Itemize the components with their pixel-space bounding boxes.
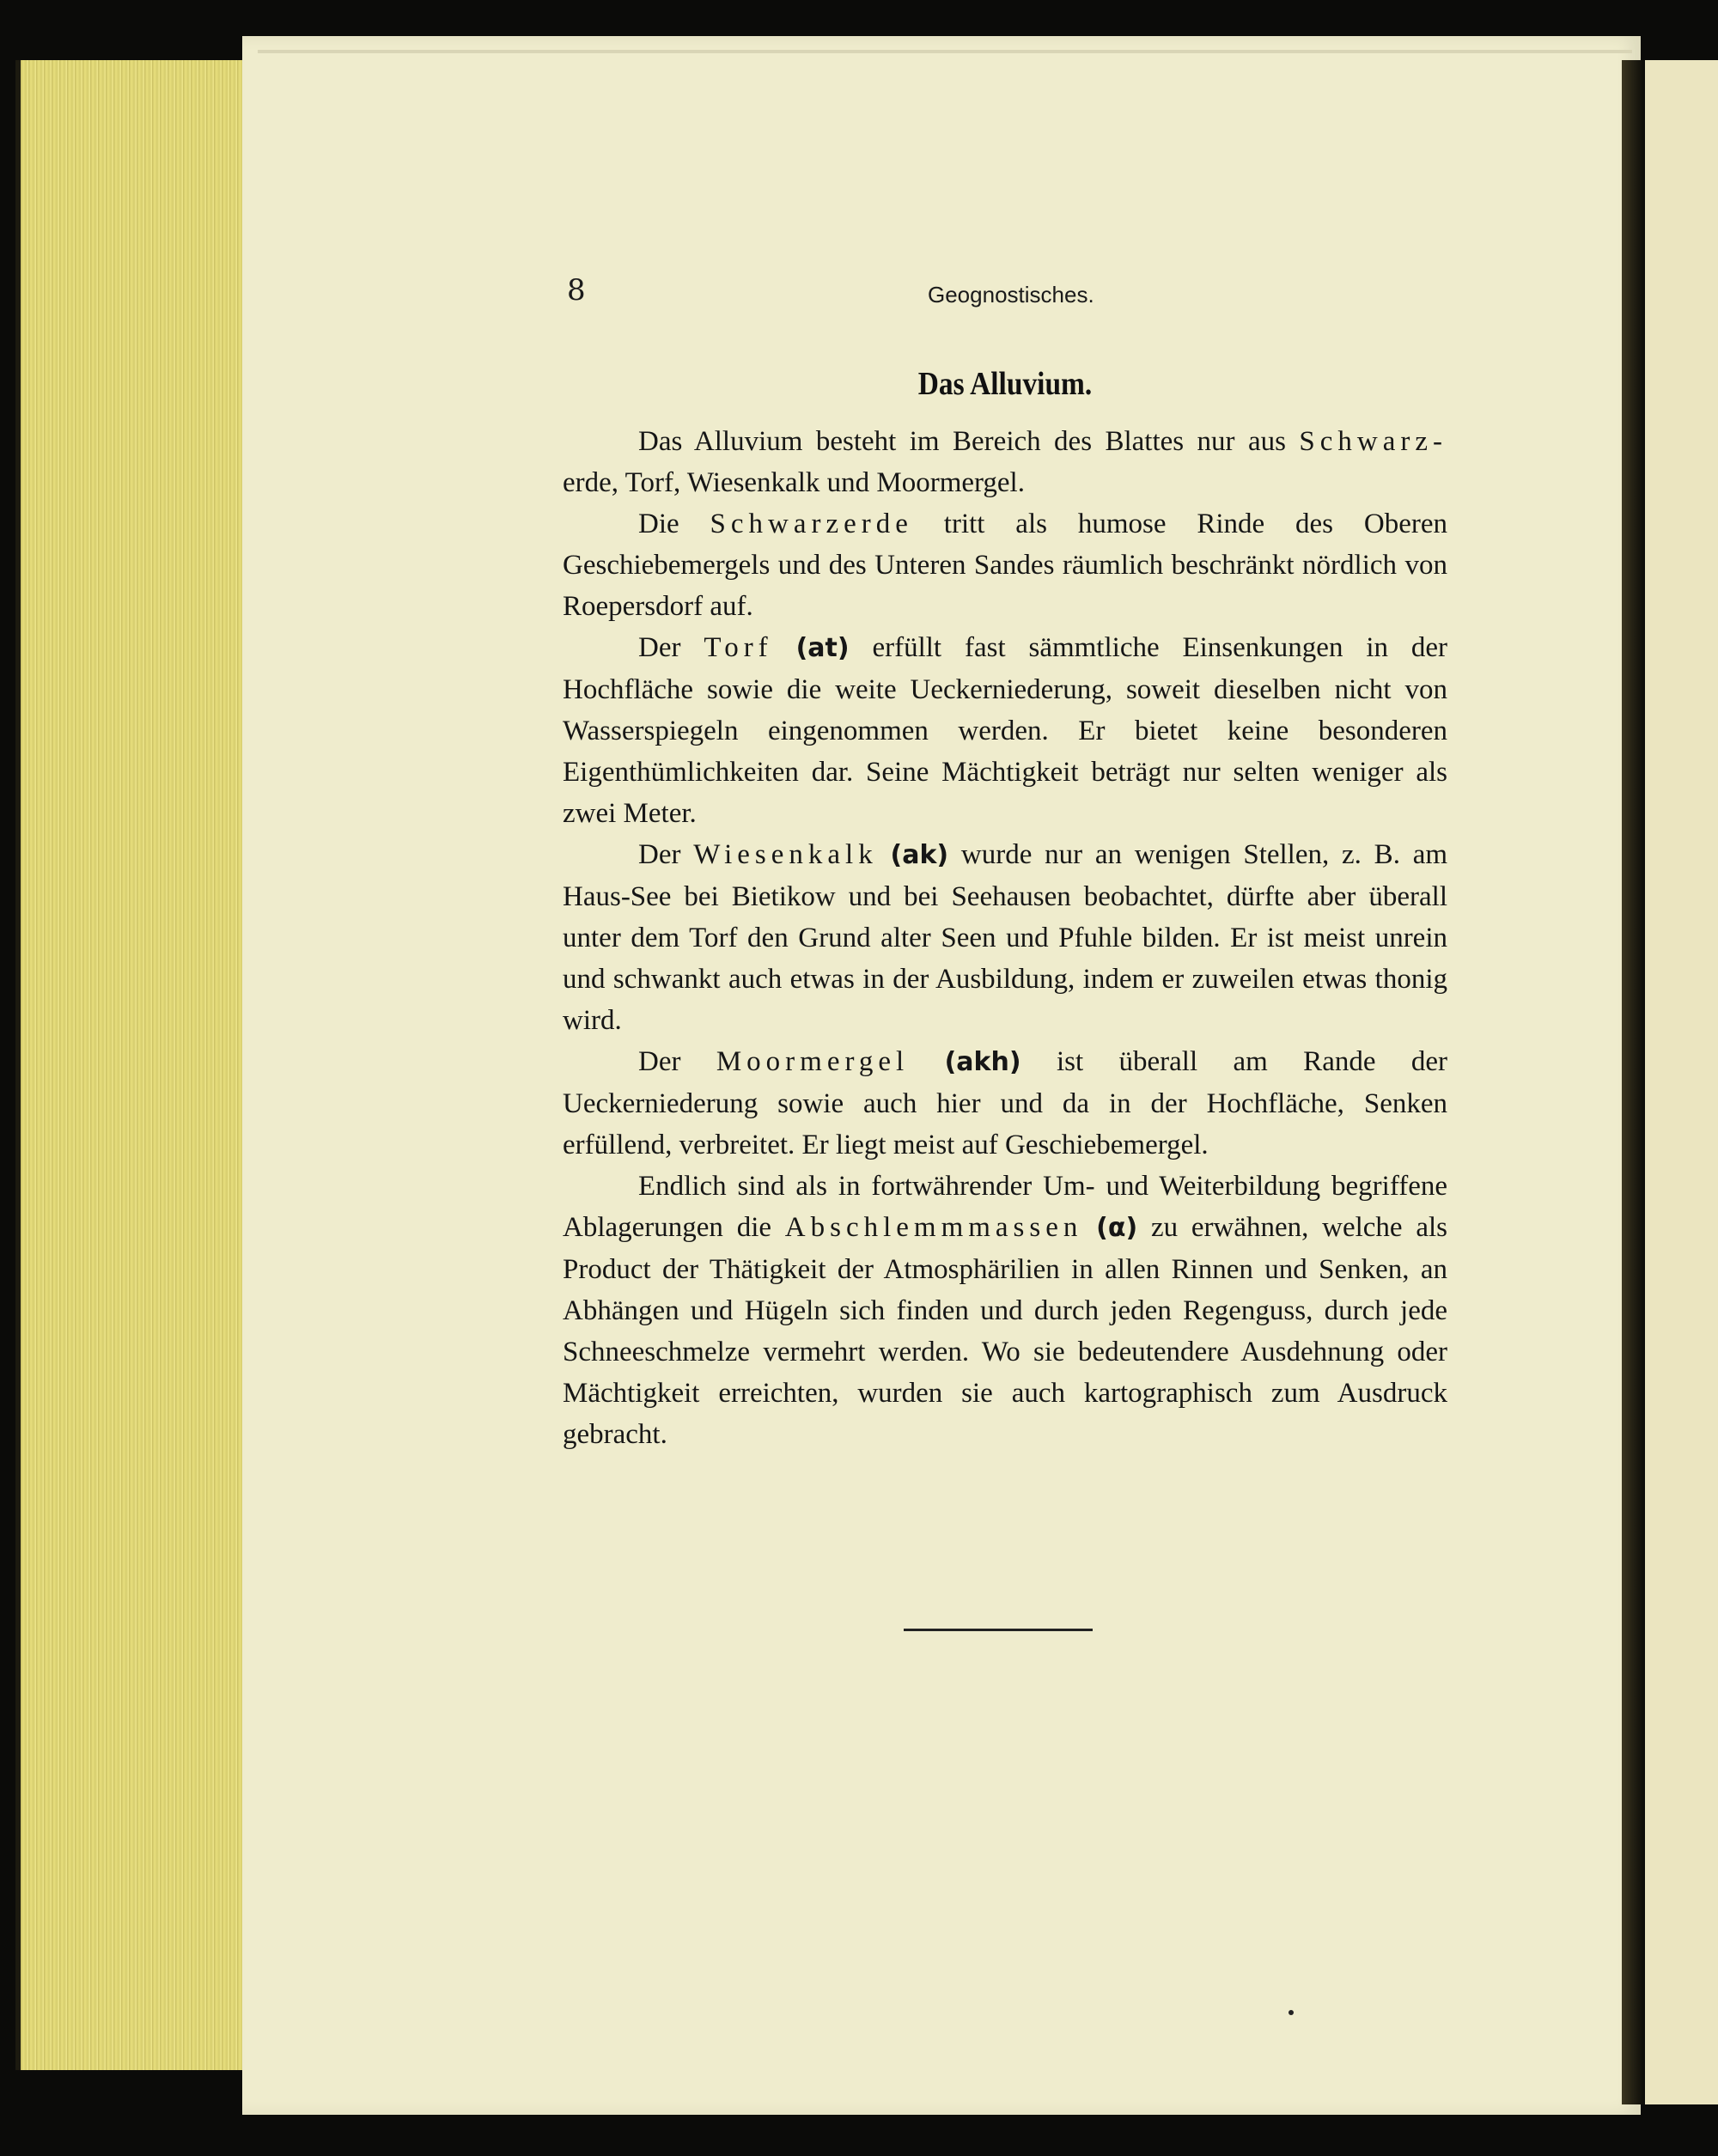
paragraph-text: Die	[638, 509, 710, 539]
spaced-term: Torf	[704, 632, 773, 663]
map-symbol: (ak)	[890, 840, 949, 870]
paragraph-text: zu erwähnen, welche als Product der Thätigkeit der Atmosphärilien in allen Rinnen und Senken, an Abhängen und Hügeln sich finden und durch jeden Regenguss, durch jede Schneeschmelze vermehrt werden. Wo sie bedeutendere Ausdehnung oder Mächtigkeit erreichten, wurden sie auch kartographisch zum Ausdruck gebracht.	[563, 1212, 1447, 1450]
page-speck	[1288, 2010, 1294, 2015]
paragraph	[563, 1166, 1447, 1455]
paragraph-text: Der	[638, 632, 704, 663]
paragraph-text: Das Alluvium besteht im Bereich des Blattes nur aus	[638, 426, 1300, 457]
paragraph	[563, 834, 1447, 1041]
spaced-term: Abschlemmmassen	[784, 1212, 1083, 1243]
paragraph-text: Der	[638, 1046, 716, 1077]
spaced-term: Wiesenkalk	[693, 839, 878, 870]
book-gutter	[1622, 60, 1644, 2104]
facing-page-edge	[1645, 60, 1718, 2104]
book-page-edges	[15, 60, 270, 2070]
section-end-rule	[904, 1629, 1093, 1631]
paragraph-text: Endlich sind als in fortwährender Um- und Weiterbildung begriffene Ablagerungen die	[563, 1171, 1447, 1243]
paragraph-text: erde, Torf, Wiesenkalk und Moormergel.	[563, 467, 1025, 498]
paragraph	[563, 503, 1447, 627]
paragraph-text: Der	[638, 839, 694, 870]
map-symbol: (at)	[795, 633, 850, 663]
paragraph	[563, 1041, 1447, 1166]
body-text	[563, 421, 1447, 1455]
paragraph	[563, 627, 1447, 834]
spaced-term: Moormergel	[716, 1046, 910, 1077]
spaced-term: Schwarz-	[1299, 426, 1447, 457]
paragraph	[563, 421, 1447, 503]
paragraph-text: wurde nur an wenigen Stellen, z. B. am Haus-See bei Bietikow und bei Seehausen beobachtet, dürfte aber überall unter dem Torf den Grund alter Seen und Pfuhle bilden. Er ist meist unrein und schwankt auch etwas in der Ausbildung, indem er zuweilen etwas thonig wird.	[563, 839, 1448, 1036]
running-head: Geognostisches.	[928, 282, 1094, 308]
page-header	[567, 273, 1443, 316]
spaced-term: Schwarzerde	[710, 509, 913, 539]
map-symbol: (α)	[1096, 1213, 1138, 1243]
section-title: Das Alluvium.	[917, 366, 1093, 402]
paragraph-text: tritt als humose Rinde des Oberen Geschiebemergels und des Unteren Sandes räumlich beschränkt nördlich von Roepersdorf auf.	[563, 509, 1447, 622]
page-number: 8	[567, 273, 586, 308]
paragraph-text: ist überall am Rande der Ueckerniederung sowie auch hier und da in der Hochfläche, Senken erfüllend, verbreitet. Er liegt meist auf Geschiebemergel.	[563, 1046, 1447, 1160]
page-top-edge	[258, 50, 1632, 53]
paragraph-text: erfüllt fast sämmtliche Einsenkungen in der Hochfläche sowie die weite Ueckerniederung, soweit dieselben nicht von Wasserspiegeln eingenommen werden. Er bietet keine besonderen Eigenthümlichkeiten dar. Seine Mächtigkeit beträgt nur selten weniger als zwei Meter.	[563, 632, 1447, 829]
map-symbol: (akh)	[944, 1047, 1021, 1077]
